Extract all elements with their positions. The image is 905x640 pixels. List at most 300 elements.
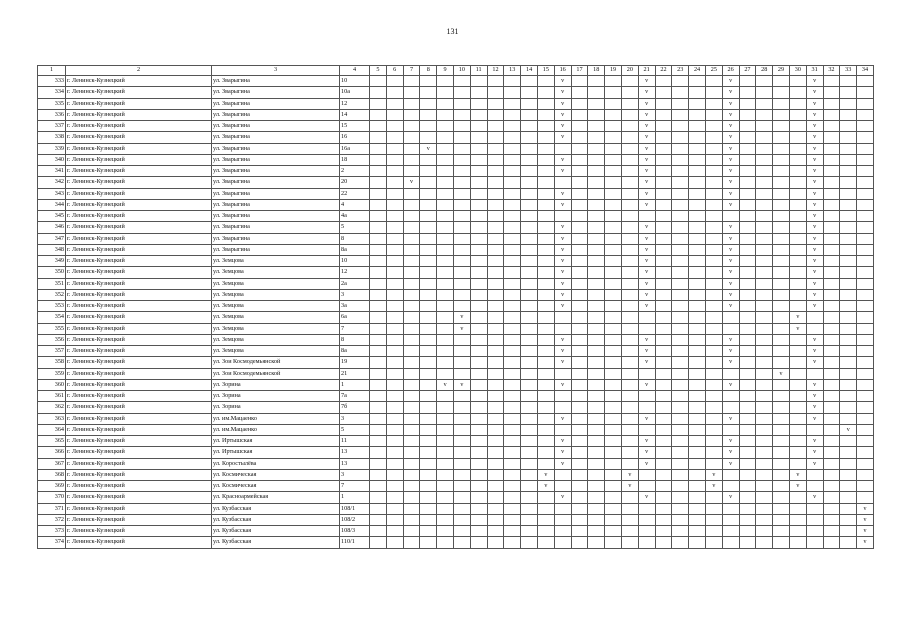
mark-cell	[823, 357, 840, 368]
header-cell: 17	[571, 66, 588, 76]
mark-cell	[571, 199, 588, 210]
house-cell: 13	[340, 447, 370, 458]
mark-cell	[789, 109, 806, 120]
mark-cell	[437, 402, 454, 413]
house-cell: 1	[340, 379, 370, 390]
mark-cell	[571, 301, 588, 312]
mark-cell: v	[554, 289, 571, 300]
mark-cell	[857, 109, 874, 120]
mark-cell: v	[722, 199, 739, 210]
mark-cell	[386, 458, 403, 469]
mark-cell	[705, 256, 722, 267]
mark-cell	[504, 413, 521, 424]
mark-cell	[773, 334, 790, 345]
mark-cell	[504, 424, 521, 435]
mark-cell	[806, 312, 823, 323]
mark-cell	[605, 323, 622, 334]
mark-cell	[773, 514, 790, 525]
street-cell: ул. Кузбасская	[212, 514, 340, 525]
table-row	[38, 458, 874, 469]
house-cell: 4а	[340, 211, 370, 222]
mark-cell	[403, 121, 420, 132]
mark-cell	[857, 98, 874, 109]
mark-cell	[621, 413, 638, 424]
mark-cell	[773, 492, 790, 503]
mark-cell	[588, 121, 605, 132]
mark-cell	[672, 481, 689, 492]
mark-cell	[588, 323, 605, 334]
mark-cell	[470, 323, 487, 334]
mark-cell	[437, 289, 454, 300]
mark-cell	[487, 244, 504, 255]
city-cell: г. Ленинск-Кузнецкий	[66, 503, 212, 514]
mark-cell	[756, 188, 773, 199]
mark-cell	[655, 514, 672, 525]
mark-cell	[487, 379, 504, 390]
mark-cell	[386, 188, 403, 199]
mark-cell	[437, 76, 454, 87]
mark-cell	[773, 503, 790, 514]
mark-cell	[655, 537, 672, 548]
mark-cell	[521, 177, 538, 188]
mark-cell	[857, 379, 874, 390]
mark-cell	[420, 379, 437, 390]
table-row	[38, 323, 874, 334]
mark-cell	[672, 402, 689, 413]
mark-cell	[537, 391, 554, 402]
mark-cell	[773, 436, 790, 447]
street-cell: ул. Зварыгина	[212, 233, 340, 244]
mark-cell: v	[722, 177, 739, 188]
mark-cell	[605, 492, 622, 503]
mark-cell	[722, 323, 739, 334]
mark-cell	[857, 312, 874, 323]
mark-cell	[739, 121, 756, 132]
mark-cell	[621, 289, 638, 300]
mark-cell	[487, 346, 504, 357]
mark-cell	[689, 109, 706, 120]
mark-cell	[453, 154, 470, 165]
mark-cell	[470, 267, 487, 278]
mark-cell	[739, 368, 756, 379]
mark-cell	[705, 514, 722, 525]
mark-cell	[722, 514, 739, 525]
mark-cell	[773, 289, 790, 300]
mark-cell: v	[638, 166, 655, 177]
mark-cell	[773, 458, 790, 469]
mark-cell	[655, 76, 672, 87]
mark-cell	[470, 188, 487, 199]
mark-cell	[705, 87, 722, 98]
mark-cell	[370, 87, 387, 98]
mark-cell	[823, 402, 840, 413]
mark-cell	[672, 379, 689, 390]
row-number: 372	[38, 514, 66, 525]
mark-cell	[705, 346, 722, 357]
mark-cell	[588, 436, 605, 447]
mark-cell	[689, 132, 706, 143]
mark-cell	[487, 278, 504, 289]
mark-cell	[571, 188, 588, 199]
mark-cell	[437, 503, 454, 514]
mark-cell	[403, 154, 420, 165]
mark-cell	[437, 391, 454, 402]
header-cell: 8	[420, 66, 437, 76]
mark-cell	[823, 278, 840, 289]
mark-cell: v	[554, 256, 571, 267]
mark-cell	[739, 357, 756, 368]
city-cell: г. Ленинск-Кузнецкий	[66, 537, 212, 548]
mark-cell	[840, 267, 857, 278]
mark-cell	[470, 424, 487, 435]
table-row	[38, 447, 874, 458]
mark-cell	[689, 436, 706, 447]
mark-cell	[403, 109, 420, 120]
mark-cell	[386, 368, 403, 379]
street-cell: ул. Зварыгина	[212, 244, 340, 255]
mark-cell	[857, 469, 874, 480]
mark-cell	[504, 514, 521, 525]
mark-cell	[370, 76, 387, 87]
mark-cell	[756, 177, 773, 188]
mark-cell	[453, 514, 470, 525]
mark-cell	[437, 98, 454, 109]
mark-cell	[588, 346, 605, 357]
mark-cell	[605, 76, 622, 87]
mark-cell	[588, 98, 605, 109]
mark-cell	[857, 132, 874, 143]
mark-cell	[521, 368, 538, 379]
row-number: 336	[38, 109, 66, 120]
mark-cell	[403, 289, 420, 300]
mark-cell	[705, 166, 722, 177]
mark-cell	[672, 301, 689, 312]
mark-cell	[739, 424, 756, 435]
street-cell: ул. им.Мацаенко	[212, 424, 340, 435]
mark-cell	[554, 368, 571, 379]
mark-cell	[655, 87, 672, 98]
mark-cell	[857, 211, 874, 222]
mark-cell	[789, 357, 806, 368]
mark-cell	[605, 402, 622, 413]
mark-cell	[571, 436, 588, 447]
mark-cell	[857, 391, 874, 402]
street-cell: ул. Земцова	[212, 289, 340, 300]
mark-cell	[470, 481, 487, 492]
mark-cell: v	[638, 256, 655, 267]
mark-cell: v	[806, 188, 823, 199]
mark-cell	[504, 98, 521, 109]
mark-cell	[521, 424, 538, 435]
mark-cell	[605, 154, 622, 165]
mark-cell	[537, 109, 554, 120]
mark-cell: v	[722, 76, 739, 87]
house-cell: 3	[340, 413, 370, 424]
mark-cell	[756, 222, 773, 233]
mark-cell	[386, 109, 403, 120]
mark-cell	[420, 121, 437, 132]
mark-cell	[403, 368, 420, 379]
mark-cell	[823, 481, 840, 492]
mark-cell	[403, 211, 420, 222]
mark-cell	[588, 526, 605, 537]
mark-cell	[437, 357, 454, 368]
mark-cell: v	[806, 357, 823, 368]
mark-cell	[403, 526, 420, 537]
row-number: 338	[38, 132, 66, 143]
mark-cell	[689, 301, 706, 312]
mark-cell	[487, 323, 504, 334]
mark-cell	[487, 143, 504, 154]
mark-cell	[420, 154, 437, 165]
mark-cell	[521, 222, 538, 233]
mark-cell	[689, 244, 706, 255]
mark-cell	[722, 537, 739, 548]
mark-cell	[571, 514, 588, 525]
mark-cell	[789, 199, 806, 210]
table-row	[38, 379, 874, 390]
mark-cell	[470, 458, 487, 469]
mark-cell	[504, 256, 521, 267]
mark-cell	[403, 323, 420, 334]
mark-cell	[756, 166, 773, 177]
mark-cell	[739, 256, 756, 267]
table-row	[38, 154, 874, 165]
mark-cell	[672, 391, 689, 402]
mark-cell	[470, 256, 487, 267]
mark-cell	[823, 334, 840, 345]
house-cell: 6а	[340, 312, 370, 323]
mark-cell	[370, 143, 387, 154]
mark-cell	[840, 109, 857, 120]
mark-cell	[470, 177, 487, 188]
city-cell: г. Ленинск-Кузнецкий	[66, 379, 212, 390]
mark-cell	[453, 481, 470, 492]
table-row	[38, 188, 874, 199]
house-cell: 7	[340, 481, 370, 492]
mark-cell	[773, 154, 790, 165]
mark-cell	[840, 98, 857, 109]
mark-cell	[689, 199, 706, 210]
mark-cell	[588, 469, 605, 480]
mark-cell	[672, 222, 689, 233]
mark-cell	[672, 154, 689, 165]
mark-cell	[655, 267, 672, 278]
mark-cell	[420, 402, 437, 413]
mark-cell	[571, 312, 588, 323]
mark-cell	[588, 391, 605, 402]
mark-cell	[789, 154, 806, 165]
city-cell: г. Ленинск-Кузнецкий	[66, 233, 212, 244]
mark-cell	[504, 346, 521, 357]
mark-cell	[537, 121, 554, 132]
mark-cell	[621, 98, 638, 109]
mark-cell	[504, 211, 521, 222]
mark-cell	[672, 143, 689, 154]
mark-cell	[537, 503, 554, 514]
mark-cell	[705, 503, 722, 514]
mark-cell	[857, 357, 874, 368]
city-cell: г. Ленинск-Кузнецкий	[66, 514, 212, 525]
row-number: 369	[38, 481, 66, 492]
mark-cell	[370, 436, 387, 447]
mark-cell	[789, 87, 806, 98]
mark-cell: v	[722, 121, 739, 132]
mark-cell	[621, 177, 638, 188]
mark-cell	[823, 98, 840, 109]
mark-cell: v	[722, 278, 739, 289]
mark-cell	[504, 267, 521, 278]
mark-cell	[370, 154, 387, 165]
mark-cell	[420, 526, 437, 537]
mark-cell	[789, 458, 806, 469]
header-cell: 12	[487, 66, 504, 76]
mark-cell	[588, 132, 605, 143]
mark-cell	[571, 458, 588, 469]
mark-cell: v	[554, 199, 571, 210]
mark-cell	[705, 121, 722, 132]
mark-cell	[689, 154, 706, 165]
mark-cell	[789, 424, 806, 435]
mark-cell	[386, 312, 403, 323]
mark-cell	[571, 121, 588, 132]
mark-cell: v	[403, 177, 420, 188]
mark-cell	[537, 526, 554, 537]
mark-cell	[386, 166, 403, 177]
mark-cell: v	[638, 233, 655, 244]
mark-cell: v	[554, 278, 571, 289]
mark-cell: v	[638, 301, 655, 312]
house-cell: 3	[340, 469, 370, 480]
mark-cell	[521, 289, 538, 300]
mark-cell	[773, 379, 790, 390]
mark-cell	[420, 132, 437, 143]
mark-cell	[370, 289, 387, 300]
mark-cell	[689, 256, 706, 267]
mark-cell	[453, 166, 470, 177]
city-cell: г. Ленинск-Кузнецкий	[66, 267, 212, 278]
mark-cell: v	[554, 222, 571, 233]
mark-cell	[857, 424, 874, 435]
mark-cell	[840, 177, 857, 188]
house-cell: 22	[340, 188, 370, 199]
mark-cell	[857, 323, 874, 334]
mark-cell	[588, 402, 605, 413]
table-row	[38, 109, 874, 120]
mark-cell: v	[638, 98, 655, 109]
city-cell: г. Ленинск-Кузнецкий	[66, 458, 212, 469]
mark-cell	[857, 143, 874, 154]
mark-cell	[655, 121, 672, 132]
mark-cell	[386, 222, 403, 233]
row-number: 339	[38, 143, 66, 154]
mark-cell	[840, 256, 857, 267]
mark-cell	[370, 132, 387, 143]
mark-cell	[588, 312, 605, 323]
mark-cell	[386, 289, 403, 300]
mark-cell	[386, 402, 403, 413]
mark-cell	[756, 492, 773, 503]
mark-cell	[403, 458, 420, 469]
mark-cell	[655, 402, 672, 413]
mark-cell	[571, 289, 588, 300]
mark-cell	[504, 323, 521, 334]
mark-cell	[487, 391, 504, 402]
mark-cell	[571, 391, 588, 402]
mark-cell	[504, 391, 521, 402]
mark-cell	[554, 391, 571, 402]
mark-cell	[722, 481, 739, 492]
mark-cell: v	[722, 233, 739, 244]
mark-cell	[588, 537, 605, 548]
mark-cell: v	[554, 166, 571, 177]
mark-cell	[672, 526, 689, 537]
mark-cell	[437, 109, 454, 120]
city-cell: г. Ленинск-Кузнецкий	[66, 346, 212, 357]
mark-cell	[739, 481, 756, 492]
mark-cell	[386, 503, 403, 514]
mark-cell	[672, 256, 689, 267]
mark-cell	[823, 503, 840, 514]
mark-cell	[823, 289, 840, 300]
mark-cell	[655, 188, 672, 199]
mark-cell	[739, 109, 756, 120]
mark-cell	[453, 289, 470, 300]
mark-cell	[722, 424, 739, 435]
mark-cell: v	[722, 244, 739, 255]
mark-cell	[823, 121, 840, 132]
mark-cell	[621, 492, 638, 503]
mark-cell	[453, 143, 470, 154]
mark-cell	[689, 526, 706, 537]
mark-cell	[403, 278, 420, 289]
mark-cell: v	[722, 132, 739, 143]
mark-cell	[571, 526, 588, 537]
city-cell: г. Ленинск-Кузнецкий	[66, 334, 212, 345]
mark-cell	[453, 334, 470, 345]
mark-cell	[739, 312, 756, 323]
mark-cell	[756, 514, 773, 525]
mark-cell	[773, 447, 790, 458]
mark-cell	[789, 244, 806, 255]
mark-cell	[689, 166, 706, 177]
house-cell: 10а	[340, 87, 370, 98]
mark-cell	[370, 368, 387, 379]
mark-cell	[403, 143, 420, 154]
mark-cell	[437, 469, 454, 480]
mark-cell	[605, 188, 622, 199]
house-cell: 12	[340, 98, 370, 109]
mark-cell	[370, 537, 387, 548]
mark-cell	[537, 436, 554, 447]
mark-cell	[537, 166, 554, 177]
mark-cell	[739, 447, 756, 458]
city-cell: г. Ленинск-Кузнецкий	[66, 357, 212, 368]
mark-cell	[571, 166, 588, 177]
mark-cell	[605, 199, 622, 210]
mark-cell	[672, 334, 689, 345]
mark-cell: v	[554, 233, 571, 244]
mark-cell	[504, 447, 521, 458]
mark-cell	[453, 121, 470, 132]
mark-cell	[773, 244, 790, 255]
mark-cell	[571, 109, 588, 120]
mark-cell	[453, 256, 470, 267]
table-row	[38, 346, 874, 357]
mark-cell	[370, 346, 387, 357]
mark-cell	[655, 177, 672, 188]
mark-cell	[487, 526, 504, 537]
